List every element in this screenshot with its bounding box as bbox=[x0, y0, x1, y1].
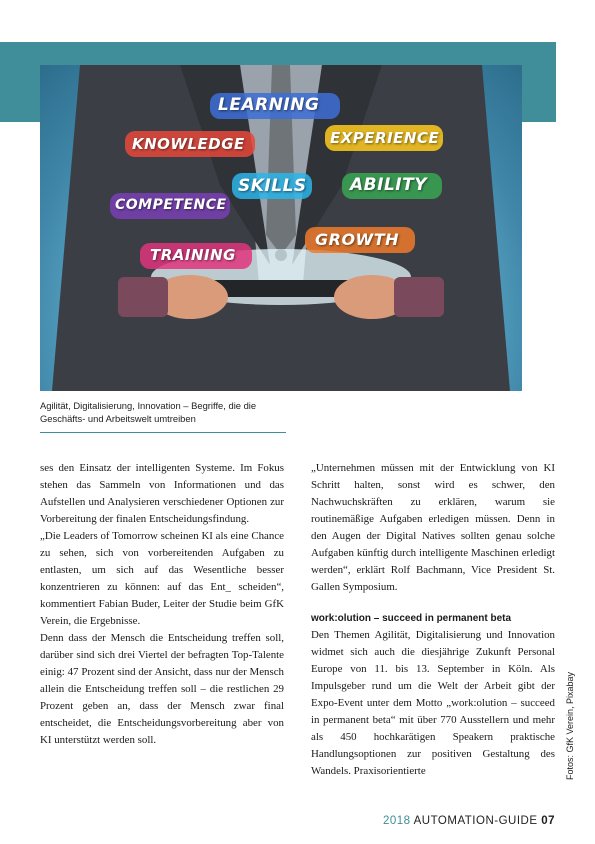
photo-word-skills: SKILLS bbox=[238, 176, 307, 196]
photo-word-competence: COMPETENCE bbox=[115, 197, 227, 213]
caption-divider bbox=[40, 432, 286, 433]
article-column-right bbox=[311, 460, 555, 780]
paragraph: ses den Einsatz der intelligenten Systeme. Im Fokus stehen das Sammeln von Informationen und das Aufstellen und Analysieren verschiedener Optionen zur Vorbereitung der finalen Entscheidungsfindung. bbox=[40, 462, 284, 525]
photo-word-growth: GROWTH bbox=[315, 230, 400, 249]
paragraph: Denn dass der Mensch die Entscheidung treffen soll, darüber sind sich drei Viertel der befragten Top-Talente einig: 47 Prozent sind der Ansicht, dass nur der Mensch allein die Entscheidung treffen soll – die restlichen 29 Prozent geben an, dass der Mensch zwar final entscheidet, die Entscheidungsvorbereitung aber von KI unterstützt werden soll. bbox=[40, 632, 284, 746]
article-column-left bbox=[40, 460, 284, 749]
footer-title: AUTOMATION-GUIDE bbox=[413, 815, 538, 827]
quote-paragraph: „Unternehmen müssen mit der Entwicklung von KI Schritt halten, sonst wird es schwer, den Nachwuchskräften zu erklären, warum sie routinemäßige Aufgaben erledigen müssen. Denn in den Augen der Digital Natives sollten genau solche Aufgaben künftig durch intelligente Maschinen erledigt werden“, erklärt Rolf Bachmann, Vice President St. Gallen Symposium. bbox=[311, 462, 555, 593]
photo-word-ability: ABILITY bbox=[350, 175, 428, 195]
photo-word-experience: EXPERIENCE bbox=[330, 129, 440, 147]
page-number: 07 bbox=[541, 815, 555, 827]
section-subheading: work:olution – succeed in permanent beta bbox=[311, 613, 512, 624]
footer-year: 2018 bbox=[382, 815, 411, 827]
photo-credit: Fotos: GfK Verein, Pixabay bbox=[565, 671, 575, 780]
paragraph: „Die Leaders of Tomorrow scheinen KI als eine Chance zu sehen, sich von vorbereitenden Aufgaben zu entlasten, um sich auf das Wesentliche besser konzentrieren zu können: auf das Ent_ scheiden“, kommentiert Fabian Buder, Leiter der Studie beim GfK Verein, die Ergebnisse. bbox=[40, 530, 284, 627]
photo-word-knowledge: KNOWLEDGE bbox=[132, 135, 245, 153]
photo-word-training: TRAINING bbox=[150, 246, 236, 264]
hero-photo bbox=[40, 65, 522, 391]
paragraph: Den Themen Agilität, Digitalisierung und Innovation widmet sich auch die diesjährige Zukunft Personal Europe von 11. bis 13. September in Köln. Als Impulsgeber rund um die Welt der Arbeit gibt der Expo-Event unter dem Motto „work:olution – succeed in permanent beta“ mit über 770 Ausstellern und mehr als 450 hochkarätigen Speakern praktische Handlungsoptionen zur positiven Gestaltung des Wandels. Praxisorientierte bbox=[311, 629, 555, 777]
photo-word-learning: LEARNING bbox=[218, 95, 320, 115]
photo-caption: Agilität, Digitalisierung, Innovation – Begriffe, die die Geschäfts- und Arbeitswelt umtreiben bbox=[40, 400, 257, 424]
page-footer bbox=[383, 815, 555, 827]
